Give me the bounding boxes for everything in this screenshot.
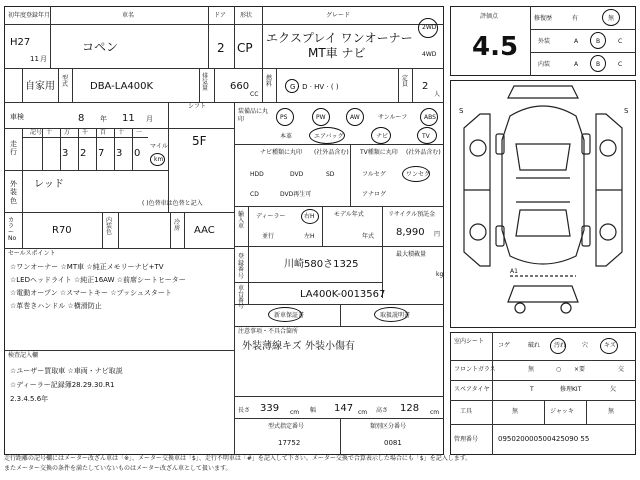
recycle-label: リサイクル預託金	[388, 211, 436, 218]
tv-oneseg-circle	[402, 166, 430, 182]
inspection-month-unit: 月	[146, 115, 153, 123]
shift-label: シフト	[188, 103, 207, 110]
glass-ok: ○	[556, 366, 562, 373]
import-parallel: 並行	[262, 233, 275, 240]
width-unit: cm	[358, 409, 368, 416]
displacement-label: 排気量	[202, 73, 209, 92]
navi-dvd: DVD	[290, 171, 304, 178]
inspection-label: 車検	[10, 113, 24, 121]
mileage-place-header: 千	[82, 129, 89, 136]
mileage-place-header: 万	[64, 129, 71, 136]
spare-kit: 修理KIT	[560, 386, 582, 393]
diagram-s-left: S	[459, 107, 464, 115]
car-name-label: 車名	[122, 12, 135, 19]
ext-grade-c: C	[618, 38, 623, 45]
equipment-item: PS	[280, 114, 288, 121]
doors-label: ドア	[214, 12, 226, 19]
equipment-circle	[346, 108, 364, 126]
seat-label: 室内シート	[454, 338, 485, 345]
cc-unit: CC	[250, 91, 259, 98]
exterior-note: ( )色替車は色替と記入	[142, 200, 203, 207]
warranty-circle	[268, 307, 305, 322]
length-label: 長さ	[238, 407, 251, 414]
diagram-s-right: S	[624, 107, 629, 115]
persons-unit: 人	[434, 91, 441, 98]
shift: 5F	[192, 134, 207, 148]
equipment-item: サンルーフ	[378, 114, 408, 121]
registration-number: 川崎580さ1325	[284, 259, 359, 270]
control-label: 管理番号	[454, 436, 479, 443]
equipment-item: AW	[350, 114, 360, 121]
seat-item: 汚れ	[554, 342, 567, 349]
spare-missing: 欠	[610, 386, 617, 393]
chassis-number: LA400K-0013567	[300, 289, 386, 300]
recycle-value: 8,990	[396, 227, 425, 238]
auction-sheet	[4, 4, 636, 464]
ext-grade-circle	[590, 32, 606, 49]
inspection-year: 8	[78, 113, 85, 124]
equipment-item: ABS	[424, 114, 436, 121]
model-year-label: モデル年式	[334, 211, 364, 218]
repair-yes: 有	[572, 15, 579, 22]
class-label: 類別区分番号	[370, 423, 407, 430]
manual-circle	[374, 307, 411, 322]
equipment-item: PW	[316, 114, 326, 121]
grade-line2: MT車 ナビ	[308, 46, 366, 60]
grade-line1: エクスプレイ ワンオーナー	[266, 31, 413, 45]
body-type: CP	[237, 41, 253, 55]
inspection-month: 11	[122, 113, 135, 124]
first-reg-year: H27	[10, 37, 31, 48]
int-grade-b: B	[596, 61, 601, 68]
seat-item: 穴	[582, 342, 589, 349]
mileage-unit-km: km	[154, 156, 164, 163]
mileage-label: 走行	[10, 140, 17, 157]
mileage-place-header: 記号	[30, 129, 43, 136]
inspector-line: ☆ディーラー記録簿28.29.30.R1	[10, 381, 115, 389]
int-grade-a: A	[574, 61, 579, 68]
steering-right-circle	[301, 209, 319, 224]
jack-label: ジャッキ	[550, 408, 574, 415]
footer-line2: またメーター交換の条件を満たしていないものはメーター改ざん車として扱います。	[4, 465, 232, 472]
mileage-place-header: 百	[100, 129, 107, 136]
kg-unit: kg	[436, 271, 444, 278]
height-label: 高さ	[376, 407, 389, 414]
length-value: 339	[260, 403, 280, 414]
height-unit: cm	[430, 409, 440, 416]
score-label: 評価点	[480, 13, 499, 20]
tv-fullseg: フルセグ	[362, 171, 386, 178]
displacement: 660	[230, 81, 250, 92]
capacity-label: 定員	[402, 75, 409, 88]
tv-label: TV種類に丸印	[360, 149, 398, 156]
model-year-unit: 年式	[362, 233, 375, 240]
score-value: 4.5	[472, 32, 519, 62]
cool-value: AAC	[194, 225, 215, 236]
ext-grade-b: B	[596, 38, 601, 45]
drive-2wd: 2WD	[422, 24, 437, 31]
mileage-place-header: 一	[136, 129, 143, 136]
seat-stain-circle	[550, 338, 566, 354]
km-circle	[150, 153, 165, 166]
tools-value: 無	[512, 408, 519, 415]
int-grade-c: C	[618, 61, 623, 68]
mileage-digit: 3	[62, 148, 69, 159]
car-damage-diagram	[450, 80, 636, 328]
equipment-item: 本革	[280, 133, 293, 140]
body-label: 形状	[240, 12, 253, 19]
equipment-circle	[371, 127, 391, 144]
steering-left: 左H	[304, 233, 315, 240]
mileage-place-header: 十	[46, 129, 53, 136]
inspector-label: 検査記入欄	[8, 352, 39, 359]
navi-cd: CD	[250, 191, 259, 198]
equipment-label: 装備品に丸印	[238, 108, 269, 123]
repair-label: 修復歴	[534, 15, 553, 22]
diagram-a1: A1	[510, 268, 518, 275]
equipment-circle	[420, 108, 438, 126]
registration-label: 登録番号	[238, 253, 245, 280]
glass-need: ×要	[574, 366, 586, 373]
class-value: 0081	[384, 439, 402, 447]
length-unit: cm	[290, 409, 300, 416]
repair-no-circle	[602, 9, 620, 26]
navi-hdd: HDD	[250, 171, 264, 178]
seat-item: コゲ	[498, 342, 511, 349]
control-number: 095020000500425090 55	[498, 435, 590, 443]
fuel-options: G · D · HV · ( )	[290, 83, 339, 91]
colorno-value: R70	[52, 225, 72, 236]
mileage-place-header: 十	[118, 129, 125, 136]
usage: 自家用	[25, 81, 55, 92]
colorno-label: カラーNo	[8, 217, 17, 242]
new-car-warranty: 新車保証書	[274, 312, 305, 319]
yen-unit: 円	[434, 231, 441, 238]
tools-label: 工具	[460, 408, 473, 415]
mileage-digit: 2	[80, 148, 87, 159]
chassis-label: 車台番号	[238, 285, 245, 310]
seat-scratch-circle	[600, 338, 618, 354]
exterior-grade-label: 外装	[538, 38, 551, 45]
import-label: 輸入車	[238, 211, 245, 230]
glass-none: 無	[528, 366, 535, 373]
capacity: 2	[422, 81, 429, 92]
equipment-circle	[276, 108, 294, 126]
fuel-g-circle	[285, 79, 299, 93]
seat-item: 破れ	[528, 342, 541, 349]
width-value: 147	[334, 403, 354, 414]
mileage-digit: 3	[116, 148, 123, 159]
equipment-circle	[309, 127, 345, 144]
inspection-year-unit: 年	[100, 115, 107, 123]
navi-label: ナビ種類に丸印	[260, 149, 303, 156]
tv-oneseg: ワンセグ	[406, 171, 431, 178]
exterior-label: 外装色	[10, 180, 17, 205]
navi-sub: (社外品含む)	[314, 149, 349, 156]
mileage-digit: 0	[134, 148, 141, 159]
import-dealer: ディーラー	[256, 213, 286, 220]
navi-sd: SD	[326, 171, 335, 178]
model-label: 型式	[62, 75, 69, 88]
owner-manual: 取扱説明書	[380, 312, 411, 319]
equipment-circle	[312, 108, 330, 126]
tv-sub: (社外品含む)	[406, 149, 441, 156]
steering-right: 右H	[304, 213, 315, 220]
glass-replace: 交	[618, 366, 625, 373]
cool-label: 冷房	[174, 219, 181, 232]
sales-point-line: ☆電動オープン ☆スマートキー ☆プッシュスタート	[10, 289, 172, 297]
height-value: 128	[400, 403, 420, 414]
equipment-item: TV	[422, 133, 430, 140]
jack-value: 無	[608, 408, 615, 415]
sales-point-line: ☆LEDヘッドライト ☆純正16AW ☆前席シートヒーター	[10, 276, 186, 284]
int-grade-circle	[590, 55, 606, 72]
repair-no: 無	[608, 15, 615, 22]
width-label: 幅	[310, 407, 317, 414]
max-load-label: 最大積載量	[396, 251, 427, 258]
seat-item: キズ	[604, 342, 616, 349]
sales-point-line: ☆革巻きハンドル ☆横滑防止	[10, 302, 102, 310]
exterior-color: レッド	[34, 179, 64, 190]
sales-label: セールスポイント	[8, 250, 56, 257]
equipment-item: エアバッグ	[314, 133, 344, 140]
tv-analog: アナログ	[362, 191, 387, 198]
drive-2wd-circle	[418, 18, 438, 38]
type-cert-label: 型式指定番号	[268, 423, 305, 430]
inspector-line: 2.3.4.5.6年	[10, 395, 49, 403]
grade-label: グレード	[326, 12, 351, 19]
type-cert-value: 17752	[278, 439, 301, 447]
spare-label: スペアタイヤ	[454, 386, 490, 393]
interior-color-label: 内装色	[106, 217, 113, 236]
sales-point-line: ☆ワンオーナー ☆MT車 ☆純正メモリーナビ+TV	[10, 263, 164, 271]
glass-label: フロントガラス	[454, 366, 496, 373]
first-reg-month-unit: 月	[40, 55, 47, 63]
navi-dvd-play: DVD再生可	[280, 191, 312, 198]
fuel-label: 燃料	[266, 75, 273, 88]
model-code: DBA-LA400K	[90, 81, 154, 92]
notes-text: 外装薄線キズ 外装小傷有	[242, 341, 355, 352]
mileage-unit-mile: マイル	[150, 143, 168, 150]
ext-grade-a: A	[574, 38, 579, 45]
first-reg-label: 初年度登録年月	[8, 12, 51, 19]
drive-4wd: 4WD	[422, 51, 437, 58]
equipment-circle	[417, 127, 437, 144]
notes-label: 注意事項・不具合箇所	[238, 328, 299, 335]
footer-line1: 走行距離の記号欄にはメーター改ざん車は「※」、メーター交換車は「$」、走行不明車は「#」を記入して下さい。メーター交換で合算表示した場合にも「$」を記入します。	[4, 455, 472, 462]
equipment-item: ナビ	[376, 133, 389, 140]
spare-t: T	[530, 386, 534, 393]
first-reg-month: 11	[30, 55, 39, 63]
mileage-digit: 7	[98, 148, 105, 159]
car-name: コペン	[82, 40, 119, 54]
inspector-line: ☆ユーザー買取車 ☆車両・ナビ取説	[10, 367, 123, 375]
doors: 2	[217, 41, 225, 55]
interior-grade-label: 内装	[538, 61, 551, 68]
